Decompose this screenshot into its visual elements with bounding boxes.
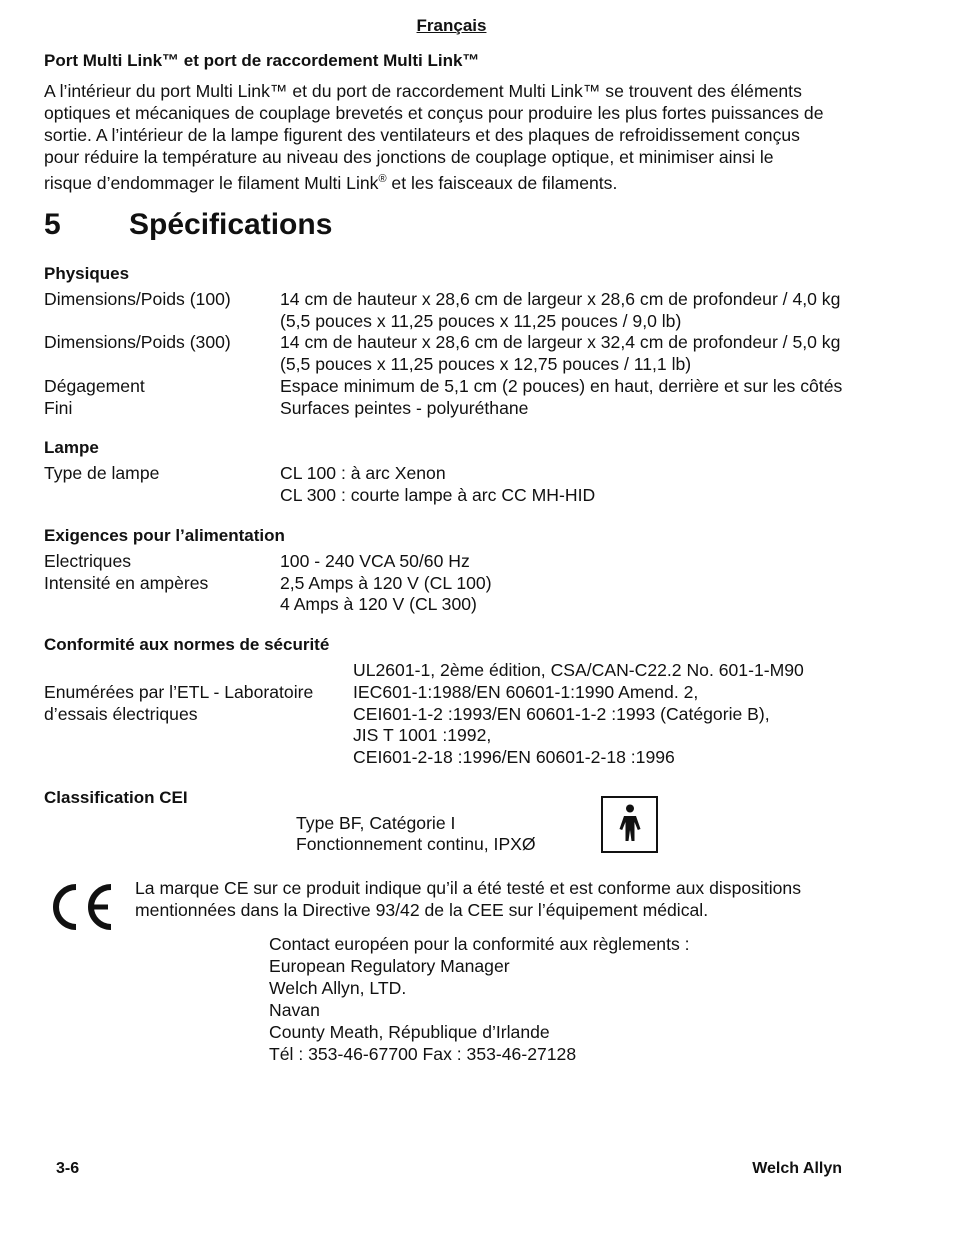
physiques-heading: Physiques bbox=[44, 264, 130, 283]
lamp-type-cl300: CL 300 : courte lampe à arc CC MH-HID bbox=[280, 485, 596, 505]
type-bf-person-icon bbox=[601, 796, 658, 853]
contact-line: Welch Allyn, LTD. bbox=[269, 978, 407, 998]
dim100-label: Dimensions/Poids (100) bbox=[44, 289, 231, 309]
paragraph-line bbox=[44, 168, 884, 194]
safety-standard: UL2601-1, 2ème édition, CSA/CAN-C22.2 No. 601-1-M90 bbox=[353, 660, 804, 680]
amperage-cl100: 2,5 Amps à 120 V (CL 100) bbox=[280, 573, 492, 593]
contact-block bbox=[269, 933, 690, 1065]
clearance-label: Dégagement bbox=[44, 376, 145, 396]
ce-statement-cont: mentionnées dans la Directive 93/42 de la CEE sur l’équipement médical. bbox=[135, 900, 709, 920]
lamp-type-cl100: CL 100 : à arc Xenon bbox=[280, 463, 446, 483]
ce-mark-icon bbox=[50, 882, 116, 932]
electrical-label: Electriques bbox=[44, 551, 132, 571]
multilink-paragraph bbox=[44, 80, 884, 194]
paragraph-text: et les faisceaux de filaments. bbox=[386, 172, 618, 193]
section-title: Spécifications bbox=[129, 208, 333, 241]
paragraph-line: sortie. A l’intérieur de la lampe figurent des ventilateurs et des plaques de refroidissement conçus bbox=[44, 125, 800, 145]
footer-brand: Welch Allyn bbox=[752, 1160, 842, 1177]
dim100-value-imperial: (5,5 pouces x 11,25 pouces x 11,25 pouces / 9,0 lb) bbox=[280, 311, 682, 331]
language-header: Français bbox=[416, 16, 487, 35]
ce-statement: La marque CE sur ce produit indique qu’il a été testé et est conforme aux dispositions bbox=[135, 878, 802, 898]
power-heading: Exigences pour l’alimentation bbox=[44, 526, 285, 545]
finish-label: Fini bbox=[44, 398, 73, 418]
type-bf-symbol-graphic bbox=[603, 798, 656, 851]
paragraph-line: A l’intérieur du port Multi Link™ et du port de raccordement Multi Link™ se trouvent des éléments bbox=[44, 81, 802, 101]
safety-standard: CEI601-2-18 :1996/EN 60601-2-18 :1996 bbox=[353, 747, 675, 767]
cei-type: Type BF, Catégorie I bbox=[296, 813, 456, 833]
finish-value: Surfaces peintes - polyuréthane bbox=[280, 398, 529, 418]
safety-standard: JIS T 1001 :1992, bbox=[353, 725, 492, 745]
section-heading bbox=[44, 208, 332, 242]
lampe-heading: Lampe bbox=[44, 438, 99, 457]
cei-operation: Fonctionnement continu, IPXØ bbox=[296, 834, 536, 854]
dim300-label: Dimensions/Poids (300) bbox=[44, 332, 231, 352]
page-number: 3-6 bbox=[56, 1160, 80, 1177]
safety-standard: IEC601-1:1988/EN 60601-1:1990 Amend. 2, bbox=[353, 682, 699, 702]
multilink-heading: Port Multi Link™ et port de raccordement Multi Link™ bbox=[44, 51, 480, 70]
safety-standard: CEI601-1-2 :1993/EN 60601-1-2 :1993 (Catégorie B), bbox=[353, 704, 770, 724]
dim300-value: 14 cm de hauteur x 28,6 cm de largeur x 32,4 cm de profondeur / 5,0 kg bbox=[280, 332, 841, 352]
ce-mark-graphic bbox=[50, 882, 116, 932]
amperage-cl300: 4 Amps à 120 V (CL 300) bbox=[280, 594, 477, 614]
electrical-value: 100 - 240 VCA 50/60 Hz bbox=[280, 551, 470, 571]
safety-heading: Conformité aux normes de sécurité bbox=[44, 635, 330, 654]
cei-heading: Classification CEI bbox=[44, 788, 188, 807]
contact-line: County Meath, République d’Irlande bbox=[269, 1022, 550, 1042]
contact-line: Contact européen pour la conformité aux règlements : bbox=[269, 934, 690, 954]
paragraph-text: risque d’endommager le filament Multi Link bbox=[44, 172, 379, 193]
contact-line: Navan bbox=[269, 1000, 320, 1020]
paragraph-line: pour réduire la température au niveau des jonctions de couplage optique, et minimiser ainsi le bbox=[44, 147, 774, 167]
section-number: 5 bbox=[44, 208, 61, 241]
dim300-value-imperial: (5,5 pouces x 11,25 pouces x 12,75 pouces / 11,1 lb) bbox=[280, 354, 692, 374]
amperage-label: Intensité en ampères bbox=[44, 573, 209, 593]
dim100-value: 14 cm de hauteur x 28,6 cm de largeur x 28,6 cm de profondeur / 4,0 kg bbox=[280, 289, 841, 309]
paragraph-line: optiques et mécaniques de couplage brevetés et conçus pour produire les plus fortes puissances de bbox=[44, 103, 824, 123]
registered-mark: ® bbox=[378, 173, 387, 185]
clearance-value: Espace minimum de 5,1 cm (2 pouces) en haut, derrière et sur les côtés bbox=[280, 376, 843, 396]
etl-label: Enumérées par l’ETL - Laboratoire bbox=[44, 682, 314, 702]
contact-line: Tél : 353-46-67700 Fax : 353-46-27128 bbox=[269, 1044, 577, 1064]
contact-line: European Regulatory Manager bbox=[269, 956, 510, 976]
etl-label-cont: d’essais électriques bbox=[44, 704, 198, 724]
lamp-type-label: Type de lampe bbox=[44, 463, 160, 483]
